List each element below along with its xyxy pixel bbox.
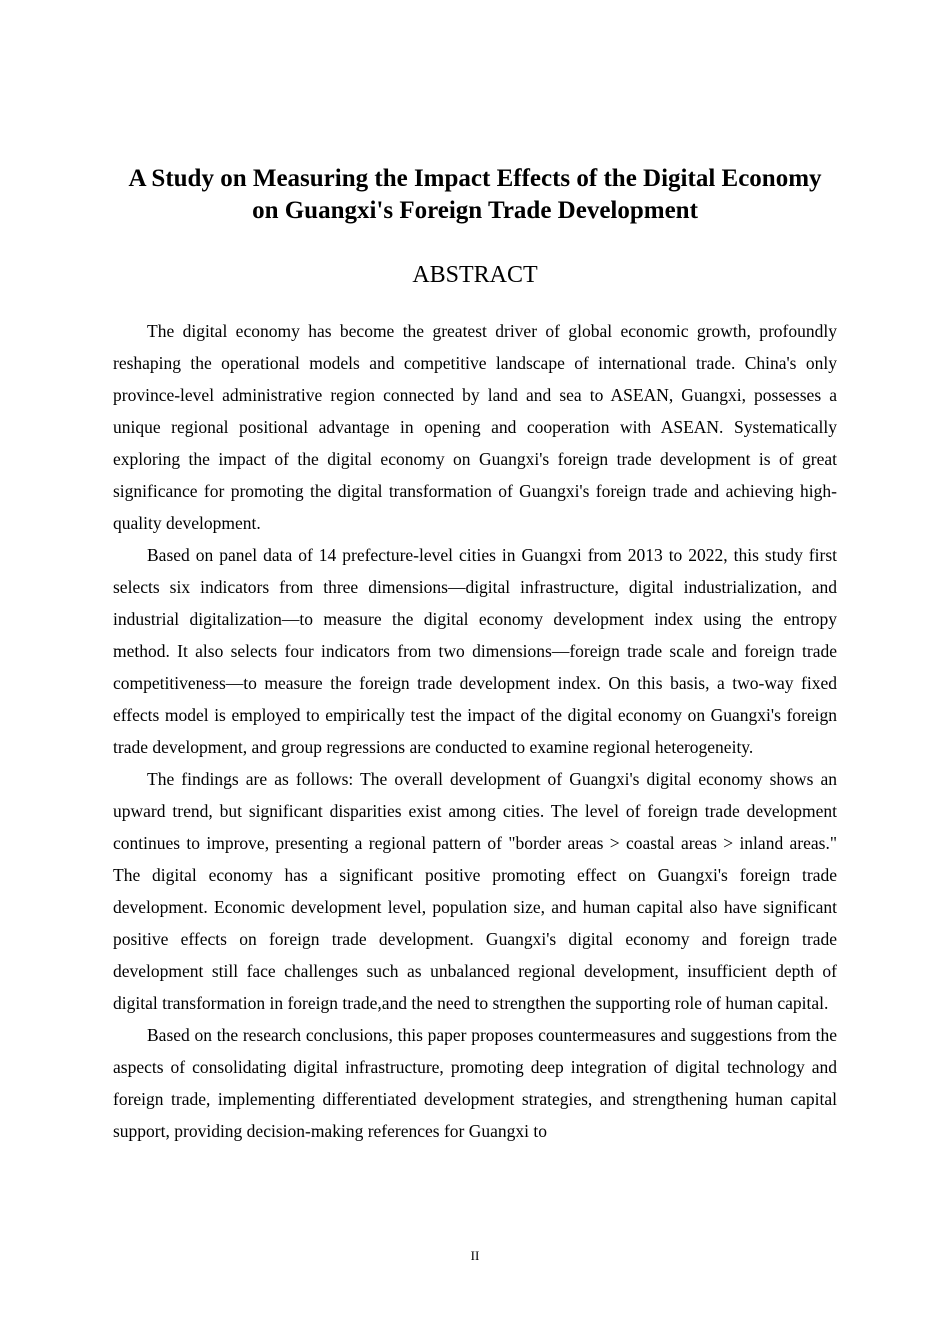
document-title-line-2: on Guangxi's Foreign Trade Development — [252, 197, 698, 224]
abstract-body — [113, 315, 837, 1147]
abstract-paragraph-2: Based on panel data of 14 prefecture-level cities in Guangxi from 2013 to 2022, this study first selects six indicators from three dimensions—digital infrastructure, digital industrialization, and industrial digitalization—to measure the digital economy development index using the entropy method. It also selects four indicators from two dimensions—foreign trade scale and foreign trade competitiveness—to measure the foreign trade development index. On this basis, a two-way fixed effects model is employed to empirically test the impact of the digital economy on Guangxi's foreign trade development, and group regressions are conducted to examine regional heterogeneity. — [113, 545, 837, 757]
document-title — [100, 163, 850, 227]
document-title-line-1: A Study on Measuring the Impact Effects of the Digital Economy — [128, 165, 822, 192]
abstract-paragraph-1: The digital economy has become the greatest driver of global economic growth, profoundly reshaping the operational models and competitive landscape of international trade. China's only province-level administrative region connected by land and sea to ASEAN, Guangxi, possesses a unique regional positional advantage in opening and cooperation with ASEAN. Systematically exploring the impact of the digital economy on Guangxi's foreign trade development is of great significance for promoting the digital transformation of Guangxi's foreign trade and achieving high-quality development. — [113, 321, 837, 533]
abstract-paragraph-3: The findings are as follows: The overall development of Guangxi's digital economy shows an upward trend, but significant disparities exist among cities. The level of foreign trade development continues to improve, presenting a regional pattern of "border areas > coastal areas > inland areas." The digital economy has a significant positive promoting effect on Guangxi's foreign trade development. Economic development level, population size, and human capital also have significant positive effects on foreign trade development. Guangxi's digital economy and foreign trade development still face challenges such as unbalanced regional development, insufficient depth of digital transformation in foreign trade,and the need to strengthen the supporting role of human capital. — [113, 769, 837, 1013]
abstract-heading: ABSTRACT — [412, 262, 538, 288]
page-number: II — [470, 1248, 480, 1263]
abstract-paragraph-4: Based on the research conclusions, this paper proposes countermeasures and suggestions from the aspects of consolidating digital infrastructure, promoting deep integration of digital technology and foreign trade, implementing differentiated development strategies, and strengthening human capital support, providing decision-making references for Guangxi to — [113, 1025, 837, 1141]
